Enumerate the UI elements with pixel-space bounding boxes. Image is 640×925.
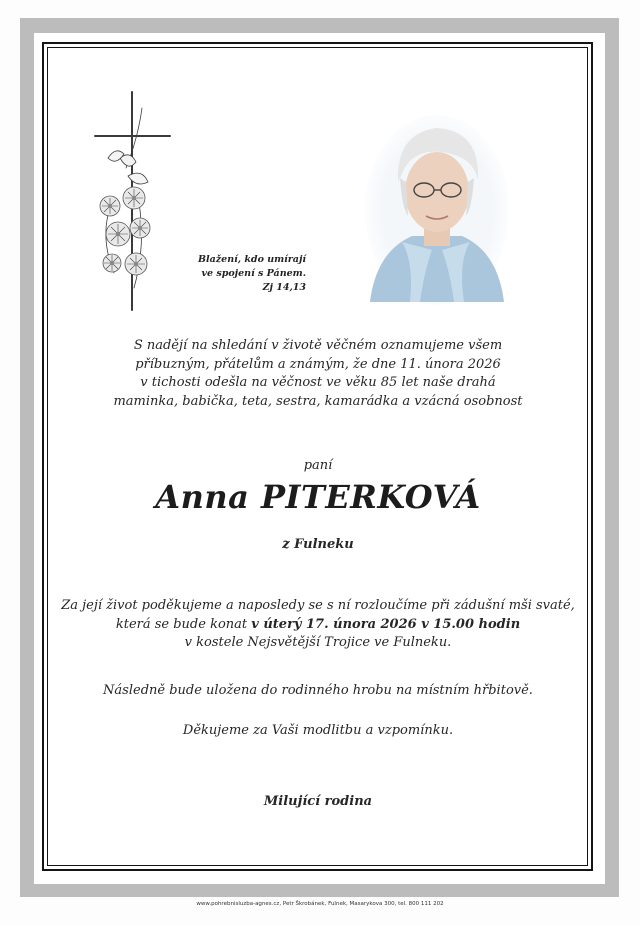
honorific: paní: [303, 458, 333, 473]
funeral-line-1: Za její život poděkujeme a naposledy se s ní rozloučíme při zádušní mši svaté,: [61, 598, 575, 613]
portrait-photo: [362, 112, 512, 307]
verse-reference: Zj 14,13: [262, 282, 306, 293]
funeral-line-2-prefix: která se bude konat: [115, 616, 252, 632]
intro-line-2: příbuzným, přátelům a známým, že dne 11. února 2026: [135, 356, 501, 372]
announcement-text: [48, 337, 588, 411]
hometown: z Fulneku: [282, 537, 354, 552]
funeral-line-3: v kostele Nejsvětější Trojice ve Fulneku.: [184, 635, 452, 650]
verse-line-1: Blažení, kdo umírají: [197, 254, 306, 265]
funeral-date-time: v úterý 17. února 2026 v 15.00 hodin: [251, 616, 521, 632]
funeral-service-footer: www.pohrebnisluzba-agnes.cz, Petr Škrobánek, Fulnek, Masarykova 300, tel. 800 111 202: [196, 901, 444, 907]
bible-verse: [176, 253, 306, 295]
funeral-details: [48, 597, 588, 653]
burial-note: Následně bude uložena do rodinného hrobu na místním hřbitově.: [103, 683, 533, 698]
intro-line-1: S nadějí na shledání v životě věčném oznamujeme všem: [133, 338, 503, 353]
deceased-name: Anna PITERKOVÁ: [155, 478, 481, 516]
family-signature: Milující rodina: [263, 794, 373, 809]
thanks-note: Děkujeme za Vaši modlitbu a vzpomínku.: [182, 723, 454, 738]
verse-line-2: ve spojení s Pánem.: [201, 268, 306, 279]
intro-line-4: maminka, babička, teta, sestra, kamarádka a vzácná osobnost: [113, 393, 523, 409]
cross-with-flowers-icon: [90, 88, 174, 314]
intro-line-3: v tichosti odešla na věčnost ve věku 85 let naše drahá: [140, 375, 496, 390]
funeral-line-2: [48, 616, 588, 635]
